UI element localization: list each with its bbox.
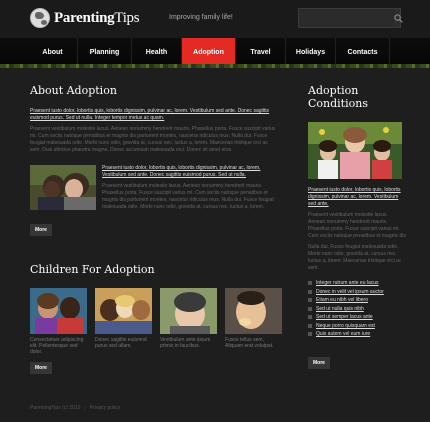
nav-health[interactable]: Health: [132, 38, 182, 66]
sidebar-link[interactable]: [308, 279, 408, 288]
privacy-link[interactable]: Privacy policy: [89, 405, 121, 411]
header: [0, 0, 430, 38]
child-caption-1: Consectetuer adipiscing elit. Pellentesque sed dolor.: [30, 337, 84, 355]
sidebar-more-button[interactable]: More: [308, 357, 330, 369]
about-body: Praesent vestibulum molestie lacus. Aenean nonummy hendrerit mauris. Phasellus porta. Fusce suscipit varius mi. Cum sociis natoque penatibus et magnis dis parturient montes, nascetur ridiculus mus. Nulla dui. Fusce feugiat malesuada odio. Morbi nunc odio, gravida at, cursus nec, luctus a, lorem. Maecenas tristique orci ac sem. Duis ultricies pharetra magna. Donec accumsan malesuada orci. Donec sit amet eros.: [30, 126, 276, 153]
child-caption-4: Fusce tellus sem, Aliquam erat volutpat.: [225, 337, 274, 349]
sidebar-link-label: Quis autem vel eum iure: [316, 331, 371, 338]
nav-travel[interactable]: Travel: [236, 38, 286, 66]
children-title: Children For Adoption: [30, 263, 155, 276]
bullet-icon: [308, 324, 312, 328]
bullet-icon: [308, 281, 312, 285]
search-icon: [394, 14, 403, 23]
child-photo-2[interactable]: [95, 288, 152, 334]
nav-about[interactable]: About: [28, 38, 78, 66]
sidebar-link[interactable]: [308, 313, 408, 322]
search-box: [298, 8, 401, 28]
nav-contacts[interactable]: Contacts: [336, 38, 390, 66]
sidebar-body-2: Nulla dui. Fusce feugiat malesuada odio. Morbi nunc odio, gravida at, cursus nec, luctus a, lorem. Maecenas tristique orci ac sem.: [308, 244, 402, 271]
flower-border: [0, 64, 430, 68]
search-input[interactable]: [299, 9, 394, 27]
copyright: ParentingTips (c) 2010: [30, 405, 81, 411]
globe-icon: [30, 8, 50, 28]
children-more-button[interactable]: More: [30, 362, 52, 374]
footer: [30, 405, 120, 411]
sidebar-link-label: Donec in velit vel ipsum auctor: [316, 288, 384, 295]
sidebar-link-label: Sed ut semper lacus ante: [316, 314, 373, 321]
child-caption-3: Vestibulum ante ipsum primis in faucibus.: [160, 337, 211, 349]
footer-separator: |: [84, 405, 86, 411]
sidebar-link-label: Etiam eu nibh vel libero: [316, 297, 368, 304]
sidebar-link-label: Sed ut nulla quis nibh: [316, 305, 364, 312]
sidebar-links: [308, 279, 408, 339]
bullet-icon: [308, 298, 312, 302]
sidebar-link[interactable]: [308, 322, 408, 331]
about-title: About Adoption: [30, 84, 117, 97]
nav-adoption[interactable]: Adoption: [182, 38, 236, 66]
bullet-icon: [308, 332, 312, 336]
logo-text: ParentingTips: [54, 9, 140, 26]
mother-child-photo: [30, 165, 96, 210]
sidebar-link[interactable]: [308, 296, 408, 305]
child-photo-3[interactable]: [160, 288, 217, 334]
bullet-icon: [308, 307, 312, 311]
sidebar-link[interactable]: [308, 288, 408, 297]
search-button[interactable]: [394, 9, 403, 27]
sidebar-body: Praesent vestibulum molestie lacus. Aenean nonummy hendrerit mauris. Phasellus porta. Fusce suscipit varius mi. Cum sociis natoque penatibus et magnis dis: [308, 212, 406, 239]
nav-holidays[interactable]: Holidays: [286, 38, 336, 66]
logo[interactable]: [30, 8, 139, 28]
sidebar-link[interactable]: [308, 330, 408, 339]
about-lead-2[interactable]: Praesent iusto dolor, lobortis quis, lobortis dignissim, pulvinar ac, lorem. Vestibulum sed ante. Donec sagittis euismod purus. Sed ut nulla.: [102, 165, 261, 178]
sidebar-title: Adoption Conditions: [308, 84, 368, 110]
nav-planning[interactable]: Planning: [78, 38, 132, 66]
family-photo: [308, 122, 402, 179]
sidebar-link-label: Integer rutrum ante eu lacus: [316, 280, 379, 287]
about-lead[interactable]: Praesent iusto dolor, lobortis quis, lobortis dignissim, pulvinar ac, lorem. Vestibulum sed ante. Donec sagittis euismod purus. Sed ut nulla. Integer tempor metus ac quam.: [30, 108, 270, 121]
sidebar-lead[interactable]: Praesent iusto dolor, lobortis quis, lobortis dignissim, pulvinar ac, lorem. Vestibulum sed ante.: [308, 187, 401, 207]
bullet-icon: [308, 290, 312, 294]
tagline: Improving family life!: [169, 14, 233, 21]
bullet-icon: [308, 315, 312, 319]
main-nav: [0, 38, 430, 66]
child-photo-4[interactable]: [225, 288, 282, 334]
child-caption-2: Donec sagittis euismod purus sed ullam.: [95, 337, 147, 349]
sidebar-link-label: Neque porro quisquam est: [316, 322, 375, 329]
child-photo-1[interactable]: [30, 288, 87, 334]
about-more-button[interactable]: More: [30, 224, 52, 236]
sidebar-link[interactable]: [308, 305, 408, 314]
about-body-2: Praesent vestibulum molestie lacus. Aenean nonummy hendrerit mauris. Phasellus porta. Fusce suscipit varius mi. Cum sociis natoque penatibus et magnis dis parturient montes, nascetur ridiculus mus. Nulla dui. Fusce feugiat malesuada odio. Morbi nunc odio, gravida at, cursus nec, luctus a, lorem.: [102, 183, 274, 210]
